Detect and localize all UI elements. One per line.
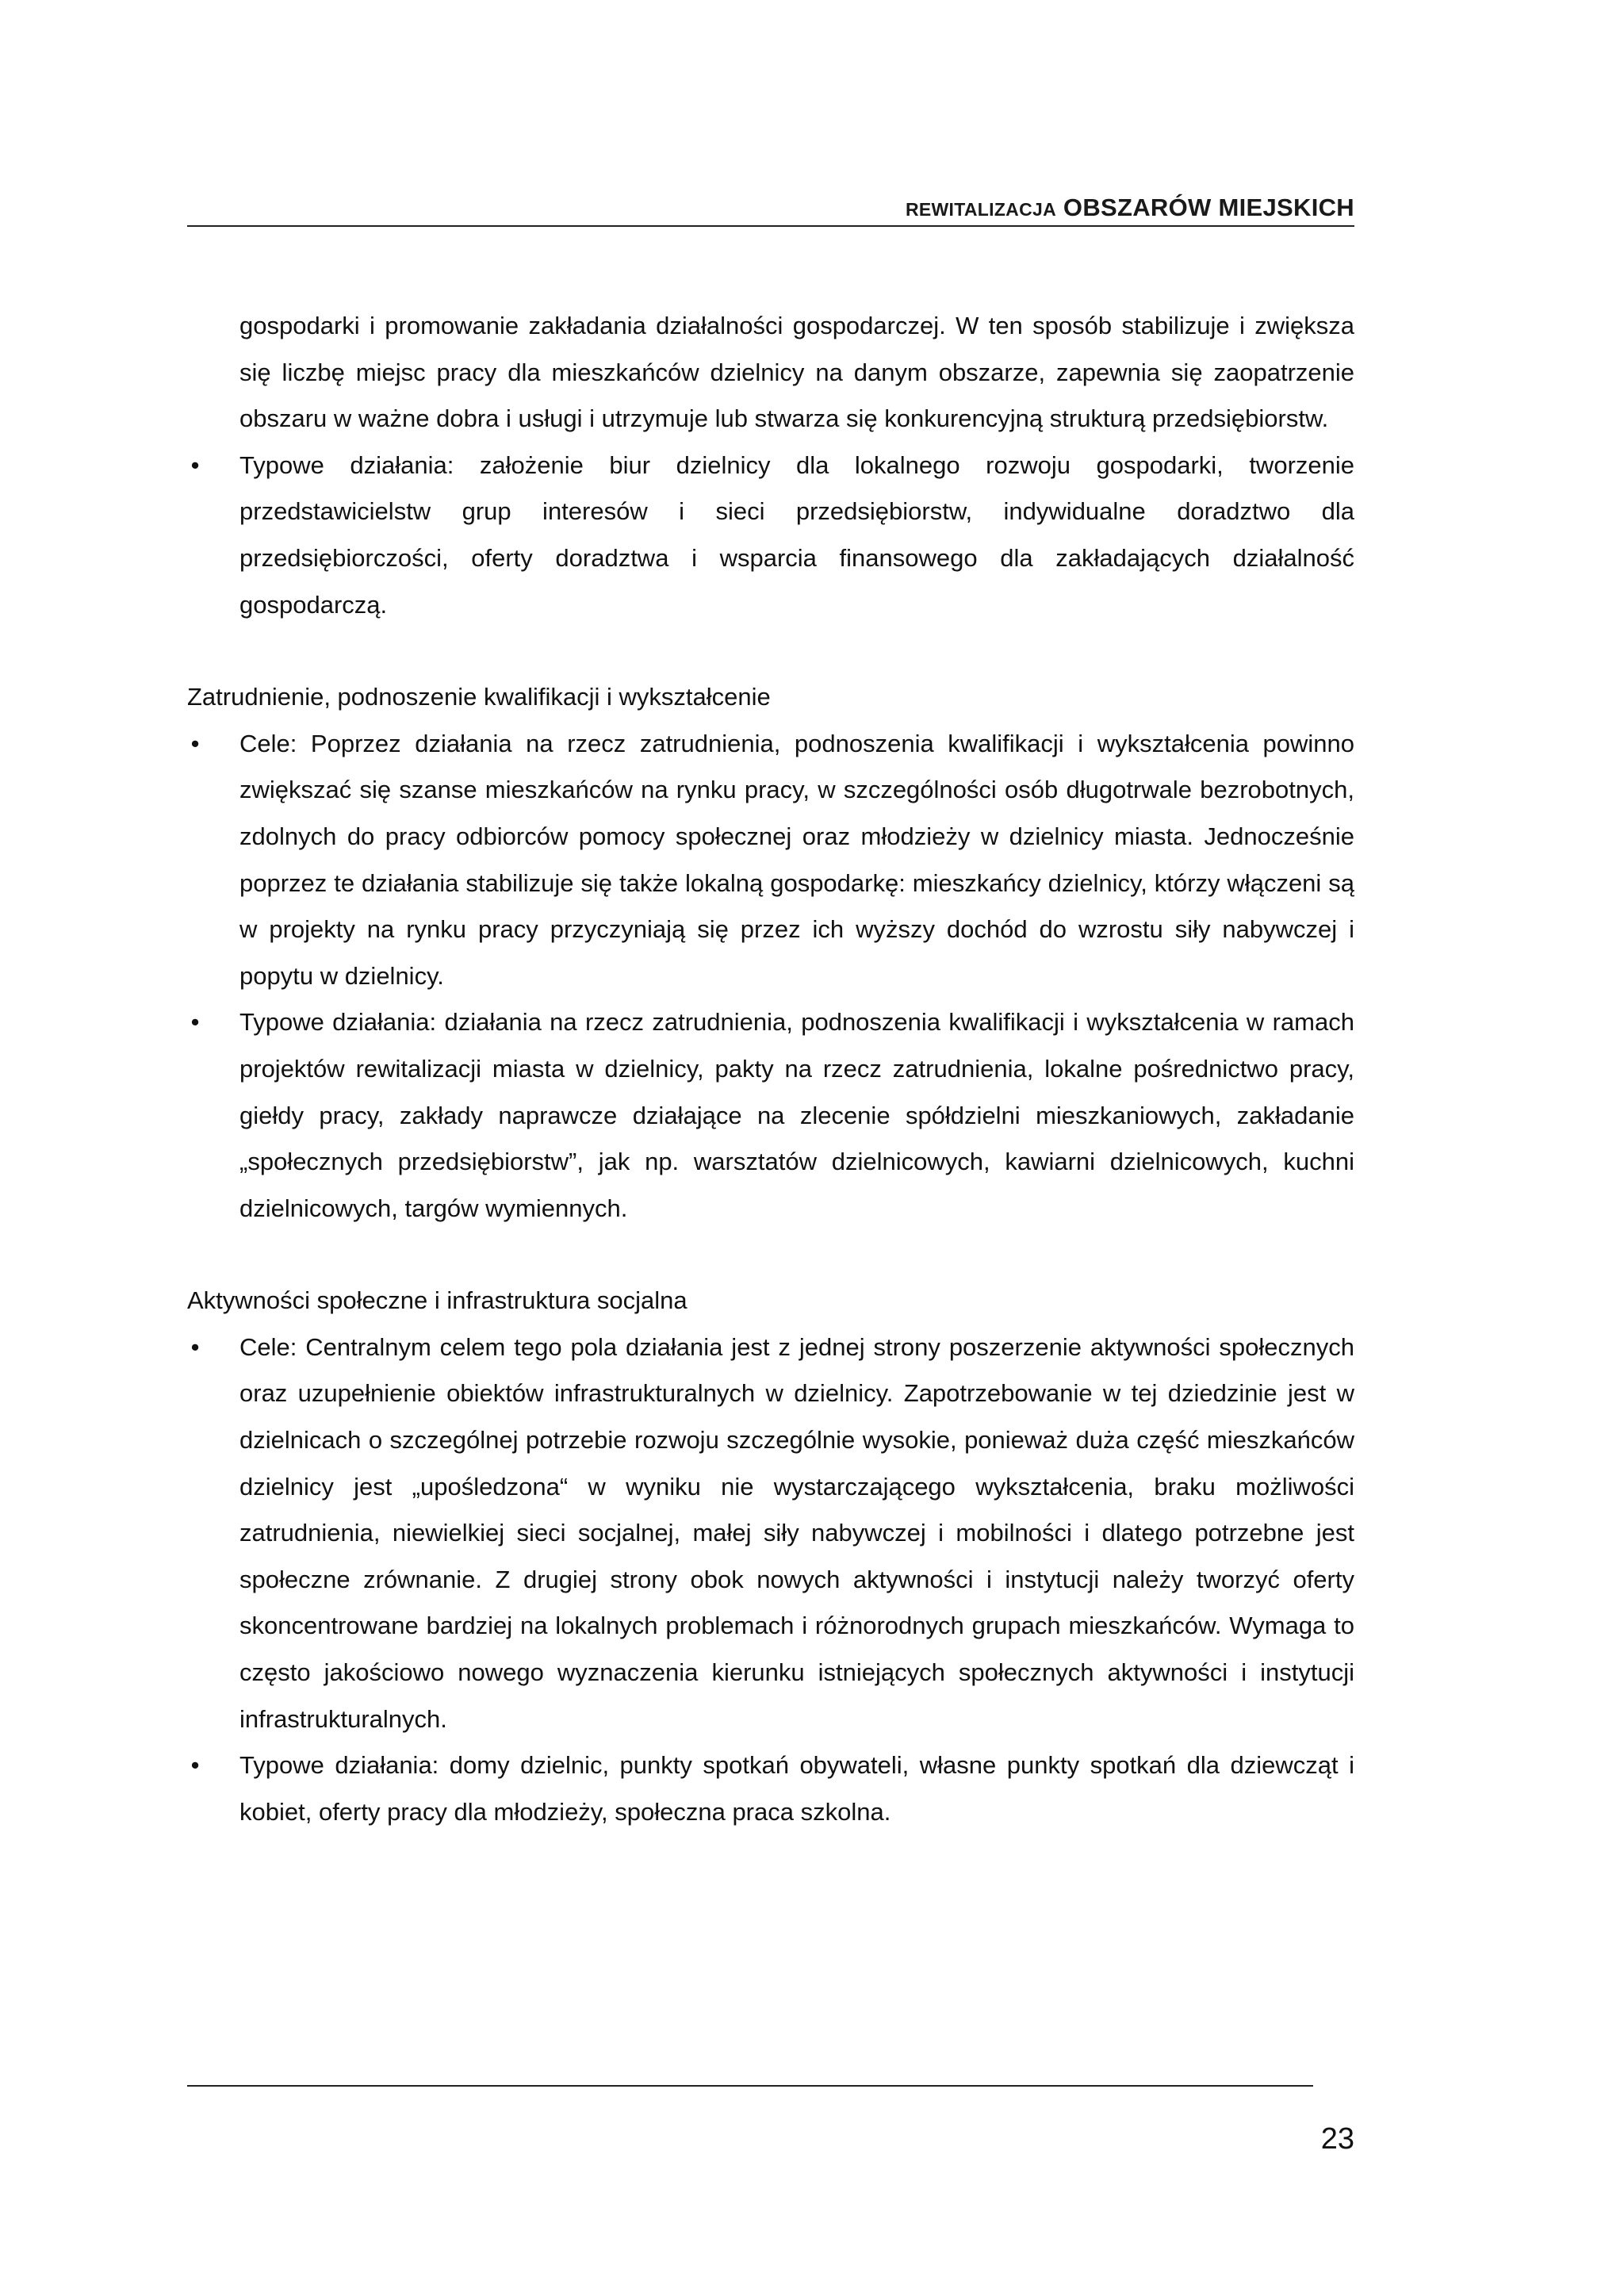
section-heading-employment: Zatrudnienie, podnoszenie kwalifikacji i wykształcenie (187, 683, 771, 711)
page-number: 23 (1320, 2122, 1354, 2156)
header-title-small-caps: REWITALIZACJA (905, 199, 1056, 220)
list-item-text: Typowe działania: domy dzielnic, punkty spotkań obywateli, własne punkty spotkań dla dziewcząt i kobiet, oferty pracy dla młodzieży, społeczna praca szkolna. (239, 1751, 1354, 1826)
bullet-icon: • (190, 729, 200, 757)
section-gap (187, 628, 1354, 674)
list-item (187, 721, 1354, 1000)
list-item (187, 1324, 1354, 1742)
bullet-icon: • (190, 450, 200, 479)
list-item-text: Cele: Centralnym celem tego pola działania jest z jednej strony poszerzenie aktywności społecznych oraz uzupełnienie obiektów infrastrukturalnych w dzielnicy. Zapotrzebowanie w tej dziedzinie jest w dzielnicach o szczególnej potrzebie rozwoju szczególnie wysokie, ponieważ duża część mieszkańców dzielnicy jest „upośledzona“ w wyniku nie wystarczającego wykształcenia, braku możliwości zatrudnienia, niewielkiej sieci socjalnej, małej siły nabywczej i mobilności i dlatego potrzebne jest społeczne zrównanie. Z drugiej strony obok nowych aktywności i instytucji należy tworzyć oferty skoncentrowane bardziej na lokalnych problemach i różnorodnych grupach mieszkańców. Wymaga to często jakościowo nowego wyznaczenia kierunku istniejących społecznych aktywności i instytucji infrastrukturalnych. (239, 1332, 1354, 1733)
list-item-text: Typowe działania: założenie biur dzielnicy dla lokalnego rozwoju gospodarki, tworzenie przedstawicielstw grup interesów i sieci przedsiębiorstw, indywidualne doradztwo dla przedsiębiorczości, oferty doradztwa i wsparcia finansowego dla zakładających działalność gospodarczą. (239, 450, 1354, 619)
list-item-text: Typowe działania: działania na rzecz zatrudnienia, podnoszenia kwalifikacji i wykształcenia w ramach projektów rewitalizacji miasta w dzielnicy, pakty na rzecz zatrudnienia, lokalne pośrednictwo pracy, giełdy pracy, zakłady naprawcze działające na zlecenie spółdzielni mieszkaniowych, zakładanie „społecznych przedsiębiorstw”, jak np. warsztatów dzielnicowych, kawiarni dzielnicowych, kuchni dzielnicowych, targów wymiennych. (239, 1008, 1354, 1222)
list-item (187, 443, 1354, 628)
bullet-icon: • (190, 1008, 200, 1037)
bullet-icon: • (190, 1332, 200, 1361)
header-title (906, 194, 1354, 222)
list-item-text: Cele: Poprzez działania na rzecz zatrudnienia, podnoszenia kwalifikacji i wykształcenia powinno zwiększać się szanse mieszkańców na rynku pracy, w szczególności osób długotrwale bezrobotnych, zdolnych do pracy odbiorców pomocy społecznej oraz młodzieży w dzielnicy miasta. Jednocześnie poprzez te działania stabilizuje się także lokalną gospodarkę: mieszkańcy dzielnicy, którzy włączeni są w projekty na rynku pracy przyczyniają się przez ich wyższy dochód do wzrostu siły nabywczej i popytu w dzielnicy. (239, 729, 1354, 990)
section-heading-social-activities: Aktywności społeczne i infrastruktura socjalna (187, 1286, 688, 1315)
list-item (187, 999, 1354, 1232)
intro-continuation-paragraph: gospodarki i promowanie zakładania działalności gospodarczej. W ten sposób stabilizuje i zwiększa się liczbę miejsc pracy dla mieszkańców dzielnicy na danym obszarze, zapewnia się zaopatrzenie obszaru w ważne dobra i usługi i utrzymuje lub stwarza się konkurencyjną strukturą przedsiębiorstw. (239, 312, 1354, 433)
footer-divider (187, 2085, 1313, 2087)
header-title-main: OBSZARÓW MIEJSKICH (1063, 194, 1354, 221)
body-content (187, 303, 1354, 1835)
list-item (187, 1742, 1354, 1835)
section-gap (187, 1232, 1354, 1278)
running-header (187, 189, 1354, 227)
bullet-icon: • (190, 1751, 200, 1780)
